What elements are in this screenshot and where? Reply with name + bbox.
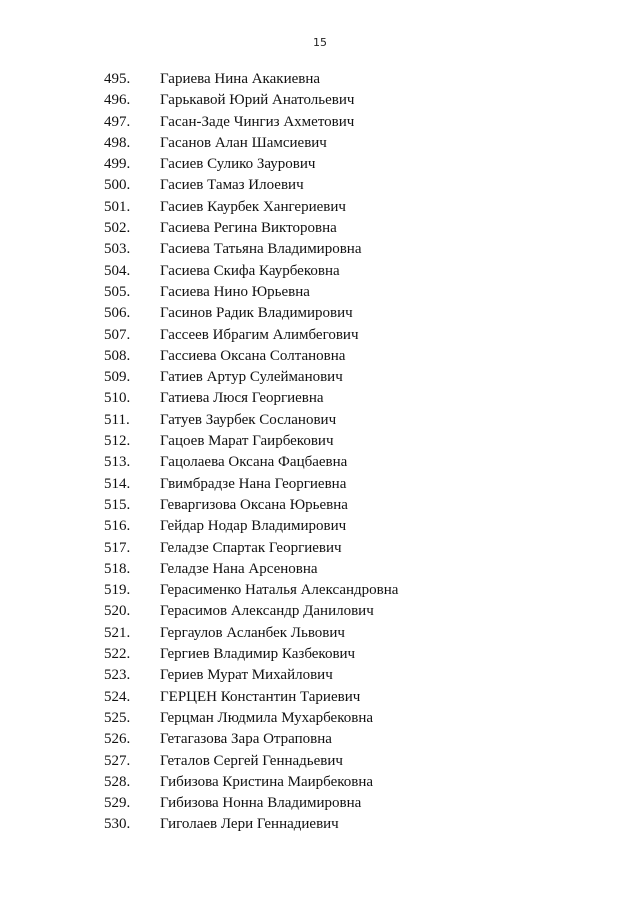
- entry-number: 498.: [104, 134, 131, 151]
- list-item: [0, 154, 640, 175]
- entry-number: 530.: [104, 816, 131, 833]
- entry-number: 529.: [104, 795, 131, 812]
- list-item: [0, 474, 640, 495]
- entry-number: 520.: [104, 603, 131, 620]
- entry-number: 501.: [104, 198, 131, 215]
- list-item: [0, 367, 640, 388]
- entry-number: 515.: [104, 496, 131, 513]
- entry-name: Гассиева Оксана Солтановна: [160, 347, 346, 364]
- entry-name: Гасиев Тамаз Илоевич: [160, 177, 304, 194]
- entry-name: Гасан-Заде Чингиз Ахметович: [160, 113, 355, 130]
- entry-name: Герцман Людмила Мухарбековна: [160, 709, 374, 726]
- list-item: [0, 772, 640, 793]
- entry-number: 505.: [104, 283, 131, 300]
- list-item: [0, 410, 640, 431]
- entry-name: Гейдар Нодар Владимирович: [160, 518, 347, 535]
- entry-name: Гергиев Владимир Казбекович: [160, 646, 356, 663]
- list-item: [0, 601, 640, 622]
- list-item: [0, 325, 640, 346]
- entry-name: Гибизова Нонна Владимировна: [160, 795, 362, 812]
- list-item: [0, 239, 640, 260]
- entry-number: 511.: [104, 411, 130, 428]
- entry-number: 497.: [104, 113, 131, 130]
- entry-number: 502.: [104, 220, 131, 237]
- list-item: [0, 708, 640, 729]
- list-item: [0, 623, 640, 644]
- entry-name: Гасиев Сулико Заурович: [160, 156, 316, 173]
- entry-name: ГЕРЦЕН Константин Тариевич: [160, 688, 361, 705]
- entry-name: Геладзе Нана Арсеновна: [160, 560, 318, 577]
- entry-number: 518.: [104, 560, 131, 577]
- entry-number: 508.: [104, 347, 131, 364]
- entry-number: 495.: [104, 71, 131, 87]
- list-item: [0, 431, 640, 452]
- entry-name: Гвимбрадзе Нана Георгиевна: [160, 475, 347, 492]
- entry-name: Гасинов Радик Владимирович: [160, 305, 353, 322]
- entry-name: Геталов Сергей Геннадьевич: [160, 752, 343, 769]
- entry-name: Гатиева Люся Георгиевна: [160, 390, 324, 407]
- page-number: 15: [313, 36, 327, 49]
- list-item: [0, 793, 640, 814]
- entry-name: Геваргизова Оксана Юрьевна: [160, 496, 348, 513]
- list-item: [0, 303, 640, 324]
- entry-name: Гибизова Кристина Маирбековна: [160, 773, 374, 790]
- entry-name: Гиголаев Лери Геннадиевич: [160, 816, 339, 833]
- entry-name: Гергаулов Асланбек Львович: [160, 624, 345, 641]
- entry-name: Гасиева Нино Юрьевна: [160, 283, 310, 300]
- list-item: [0, 346, 640, 367]
- list-item: [0, 580, 640, 601]
- list-item: [0, 729, 640, 750]
- entry-name: Герасименко Наталья Александровна: [160, 582, 399, 599]
- entry-name: Гариева Нина Акакиевна: [160, 71, 321, 87]
- entry-number: 510.: [104, 390, 131, 407]
- entry-name: Гарькавой Юрий Анатольевич: [160, 92, 355, 109]
- entry-name: Герасимов Александр Данилович: [160, 603, 374, 620]
- list-item: [0, 644, 640, 665]
- list-item: [0, 133, 640, 154]
- entry-number: 496.: [104, 92, 131, 109]
- entry-name: Гериев Мурат Михайлович: [160, 667, 333, 684]
- entry-name: Гацолаева Оксана Фацбаевна: [160, 454, 348, 471]
- entry-number: 504.: [104, 262, 131, 279]
- list-item: [0, 388, 640, 409]
- entry-number: 528.: [104, 773, 131, 790]
- list-item: [0, 112, 640, 133]
- list-item: [0, 197, 640, 218]
- list-item: [0, 559, 640, 580]
- list-item: [0, 516, 640, 537]
- entry-name: Гетагазова Зара Отраповна: [160, 731, 332, 748]
- entry-number: 523.: [104, 667, 131, 684]
- list-item: [0, 814, 640, 835]
- entry-number: 519.: [104, 582, 131, 599]
- list-item: [0, 69, 640, 90]
- entry-number: 513.: [104, 454, 131, 471]
- entry-name: Гассеев Ибрагим Алимбегович: [160, 326, 359, 343]
- entry-name: Гатиев Артур Сулейманович: [160, 369, 343, 386]
- entry-number: 506.: [104, 305, 131, 322]
- list-item: [0, 218, 640, 239]
- entry-number: 514.: [104, 475, 131, 492]
- entry-number: 509.: [104, 369, 131, 386]
- entry-name: Гасиева Регина Викторовна: [160, 220, 337, 237]
- entry-name: Гасанов Алан Шамсиевич: [160, 134, 327, 151]
- list-item: [0, 175, 640, 196]
- entry-number: 503.: [104, 241, 131, 258]
- name-list: [0, 69, 640, 836]
- entry-number: 500.: [104, 177, 131, 194]
- entry-name: Геладзе Спартак Георгиевич: [160, 539, 342, 556]
- entry-number: 524.: [104, 688, 131, 705]
- entry-number: 526.: [104, 731, 131, 748]
- list-item: [0, 261, 640, 282]
- entry-name: Гацоев Марат Гаирбекович: [160, 433, 334, 450]
- entry-name: Гатуев Заурбек Сосланович: [160, 411, 337, 428]
- entry-number: 525.: [104, 709, 131, 726]
- entry-name: Гасиев Каурбек Хангериевич: [160, 198, 346, 215]
- list-item: [0, 665, 640, 686]
- entry-name: Гасиева Скифа Каурбековна: [160, 262, 340, 279]
- entry-number: 499.: [104, 156, 131, 173]
- entry-number: 522.: [104, 646, 131, 663]
- list-item: [0, 90, 640, 111]
- list-item: [0, 452, 640, 473]
- entry-number: 527.: [104, 752, 131, 769]
- list-item: [0, 538, 640, 559]
- entry-number: 512.: [104, 433, 131, 450]
- list-item: [0, 751, 640, 772]
- entry-number: 521.: [104, 624, 131, 641]
- entry-name: Гасиева Татьяна Владимировна: [160, 241, 362, 258]
- list-item: [0, 687, 640, 708]
- entry-number: 517.: [104, 539, 131, 556]
- list-item: [0, 495, 640, 516]
- entry-number: 507.: [104, 326, 131, 343]
- list-item: [0, 282, 640, 303]
- entry-number: 516.: [104, 518, 131, 535]
